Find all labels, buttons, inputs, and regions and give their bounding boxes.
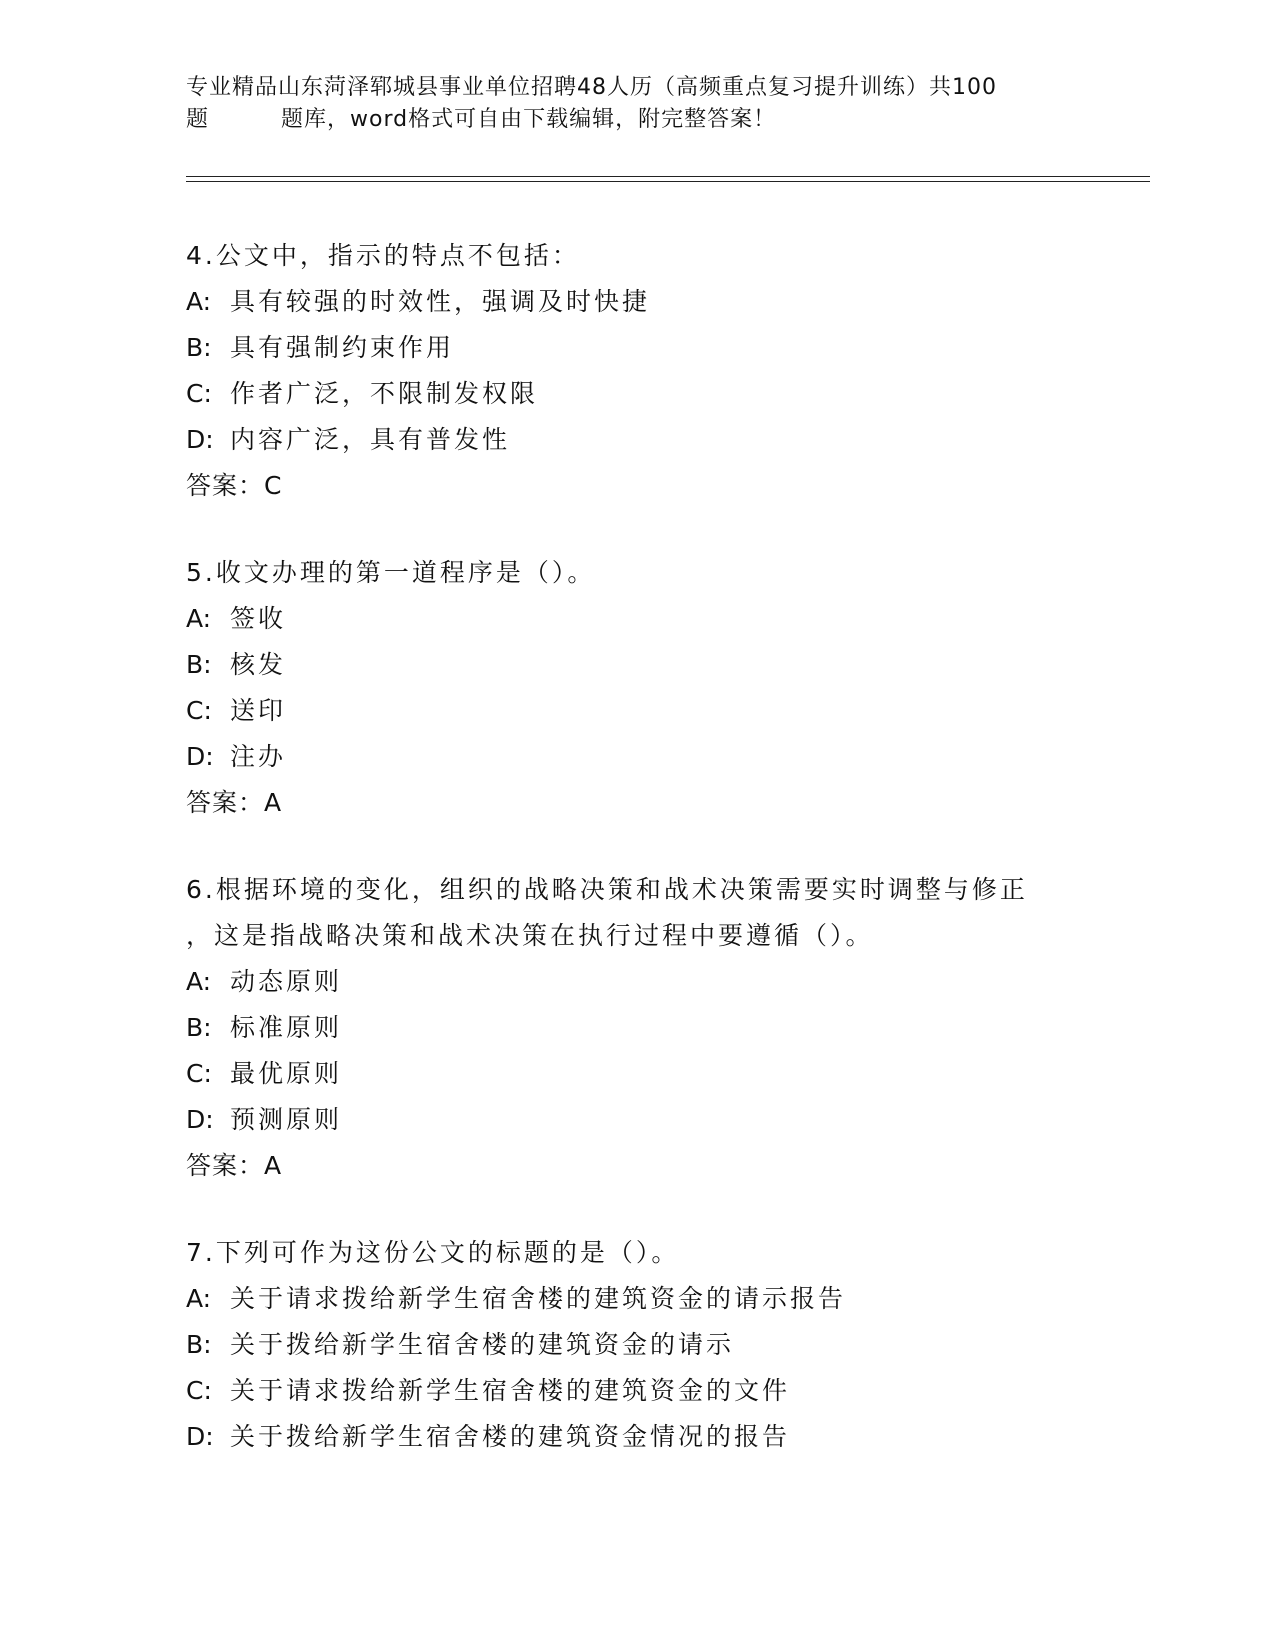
option-key: A: bbox=[186, 604, 212, 633]
answer-option bbox=[186, 325, 1086, 371]
option-text: 送印 bbox=[230, 696, 287, 725]
answer-option bbox=[186, 688, 1086, 734]
question-block bbox=[186, 867, 1086, 1189]
answer-option bbox=[186, 279, 1086, 325]
option-text: 动态原则 bbox=[230, 967, 343, 996]
question-block bbox=[186, 233, 1086, 509]
header-title-line2-right: 题库，word格式可自由下载编辑，附完整答案！ bbox=[281, 107, 777, 132]
question-block bbox=[186, 550, 1086, 826]
option-key: A: bbox=[186, 287, 212, 316]
header-title-line2-left: 题 bbox=[186, 107, 210, 132]
option-text: 标准原则 bbox=[230, 1013, 343, 1042]
option-key: B: bbox=[186, 1330, 212, 1359]
answer-option bbox=[186, 371, 1086, 417]
option-text: 关于拨给新学生宿舍楼的建筑资金的请示 bbox=[230, 1330, 735, 1359]
option-text: 最优原则 bbox=[230, 1059, 343, 1088]
question-block bbox=[186, 1230, 1086, 1460]
option-text: 作者广泛，不限制发权限 bbox=[230, 379, 539, 408]
option-key: B: bbox=[186, 650, 212, 679]
header-divider-top bbox=[186, 176, 1150, 177]
option-text: 预测原则 bbox=[230, 1105, 343, 1134]
option-text: 关于拨给新学生宿舍楼的建筑资金情况的报告 bbox=[230, 1422, 791, 1451]
option-text: 核发 bbox=[230, 650, 287, 679]
option-key: B: bbox=[186, 333, 212, 362]
answer-option bbox=[186, 1368, 1086, 1414]
header-title-line1: 专业精品山东菏泽郓城县事业单位招聘48人历（高频重点复习提升训练）共100 bbox=[186, 75, 997, 100]
option-key: B: bbox=[186, 1013, 212, 1042]
option-key: C: bbox=[186, 1376, 212, 1405]
option-key: D: bbox=[186, 1422, 214, 1451]
question-stem: 4.公文中，指示的特点不包括： bbox=[186, 241, 580, 270]
option-key: C: bbox=[186, 1059, 212, 1088]
header-divider-bottom bbox=[186, 181, 1150, 182]
answer-option bbox=[186, 596, 1086, 642]
answer-line: 答案：A bbox=[186, 788, 283, 817]
option-text: 内容广泛，具有普发性 bbox=[230, 425, 511, 454]
option-text: 具有较强的时效性，强调及时快捷 bbox=[230, 287, 651, 316]
question-stem: 5.收文办理的第一道程序是（）。 bbox=[186, 558, 596, 587]
answer-option bbox=[186, 959, 1086, 1005]
answer-option bbox=[186, 1414, 1086, 1460]
question-stem: 7.下列可作为这份公文的标题的是（）。 bbox=[186, 1238, 680, 1267]
document-header bbox=[186, 72, 1086, 136]
answer-option bbox=[186, 1005, 1086, 1051]
option-text: 具有强制约束作用 bbox=[230, 333, 455, 362]
answer-option bbox=[186, 1097, 1086, 1143]
header-title-line2 bbox=[186, 104, 1086, 136]
option-key: C: bbox=[186, 379, 212, 408]
option-key: D: bbox=[186, 742, 214, 771]
option-key: A: bbox=[186, 1284, 212, 1313]
option-key: D: bbox=[186, 425, 214, 454]
answer-line: 答案：A bbox=[186, 1151, 283, 1180]
answer-option bbox=[186, 642, 1086, 688]
option-key: A: bbox=[186, 967, 212, 996]
option-key: D: bbox=[186, 1105, 214, 1134]
question-stem: 6.根据环境的变化，组织的战略决策和战术决策需要实时调整与修正 bbox=[186, 875, 1028, 904]
option-text: 签收 bbox=[230, 604, 287, 633]
question-stem: ，这是指战略决策和战术决策在执行过程中要遵循（）。 bbox=[186, 921, 874, 950]
answer-option bbox=[186, 734, 1086, 780]
option-text: 注办 bbox=[230, 742, 287, 771]
question-list bbox=[186, 233, 1086, 1501]
option-text: 关于请求拨给新学生宿舍楼的建筑资金的请示报告 bbox=[230, 1284, 847, 1313]
answer-line: 答案：C bbox=[186, 471, 283, 500]
answer-option bbox=[186, 417, 1086, 463]
answer-option bbox=[186, 1051, 1086, 1097]
option-text: 关于请求拨给新学生宿舍楼的建筑资金的文件 bbox=[230, 1376, 791, 1405]
answer-option bbox=[186, 1322, 1086, 1368]
answer-option bbox=[186, 1276, 1086, 1322]
option-key: C: bbox=[186, 696, 212, 725]
